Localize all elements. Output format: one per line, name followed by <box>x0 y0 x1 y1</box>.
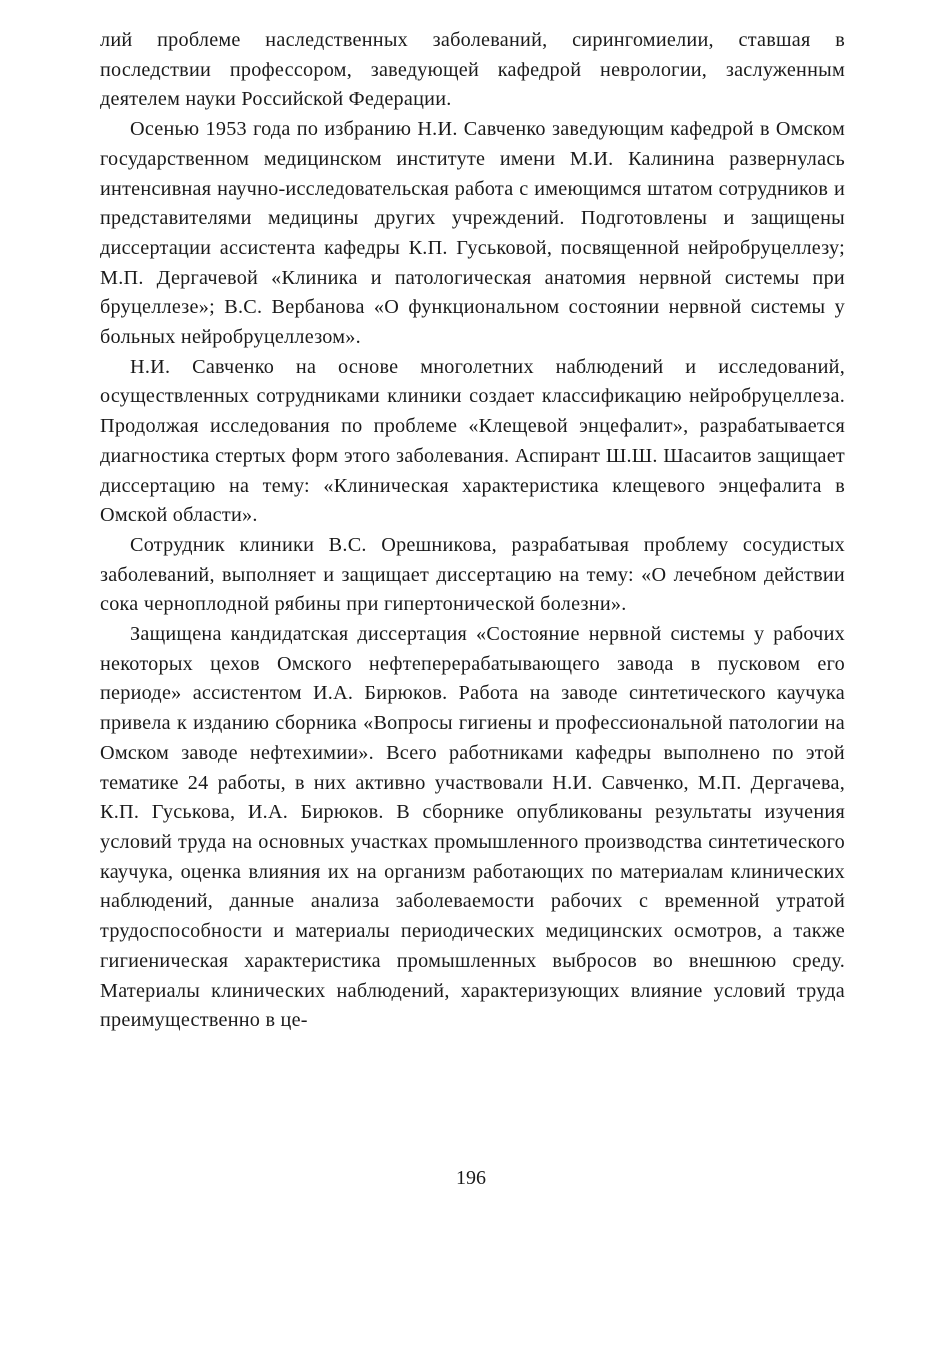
paragraph-5: Защищена кандидатская диссертация «Состояние нервной системы у рабочих некоторых цехов Омского нефтеперерабатывающего завода в пусковом его периоде» ассистентом И.А. Бирюков. Работа на заводе синтетического каучука привела к изданию сборника «Вопросы гигиены и профессиональной патологии на Омском заводе нефтехимии». Всего работниками кафедры выполнено по этой тематике 24 работы, в них активно участвовали Н.И. Савченко, М.П. Дергачева, К.П. Гуськова, И.А. Бирюков. В сборнике опубликованы результаты изучения условий труда на основных участках промышленного производства синтетического каучука, оценка влияния их на организм работающих по материалам клинических наблюдений, данные анализа заболеваемости рабочих с временной утратой трудоспособности и материалы периодических медицинских осмотров, а также гигиеническая характеристика промышленных выбросов во внешнюю среду. Материалы клинических наблюдений, характеризующих влияние условий труда преимущественно в це- <box>100 623 845 1032</box>
page-body <box>100 26 845 1036</box>
paragraph-3: Н.И. Савченко на основе многолетних наблюдений и исследований, осуществленных сотрудниками клиники создает классификацию нейробруцеллеза. Продолжая исследования по проблеме «Клещевой энцефалит», разрабатывается диагностика стертых форм этого заболевания. Аспирант Ш.Ш. Шасаитов защищает диссертацию на тему: «Клиническая характеристика клещевого энцефалита в Омской области». <box>100 355 845 527</box>
paragraph-2: Осенью 1953 года по избранию Н.И. Савченко заведующим кафедрой в Омском государственном медицинском институте имени М.И. Калинина развернулась интенсивная научно-исследовательская работа с имеющимся штатом сотрудников и представителями медицины других учреждений. Подготовлены и защищены диссертации ассистента кафедры К.П. Гуськовой, посвященной нейробруцеллезу; М.П. Дергачевой «Клиника и патологическая анатомия нервной системы при бруцеллезе»; В.С. Вербанова «О функциональном состоянии нервной системы у больных нейробруцеллезом». <box>100 118 845 349</box>
paragraph-1: лий проблеме наследственных заболеваний, сирингомиелии, ставшая в последствии профессором, заведующей кафедрой неврологии, заслуженным деятелем науки Российской Федерации. <box>100 29 845 111</box>
paragraph-4: Сотрудник клиники В.С. Орешникова, разрабатывая проблему сосудистых заболеваний, выполняет и защищает диссертацию на тему: «О лечебном действии сока черноплодной рябины при гипертонической болезни». <box>100 533 845 616</box>
page-number: 196 <box>456 1167 486 1189</box>
